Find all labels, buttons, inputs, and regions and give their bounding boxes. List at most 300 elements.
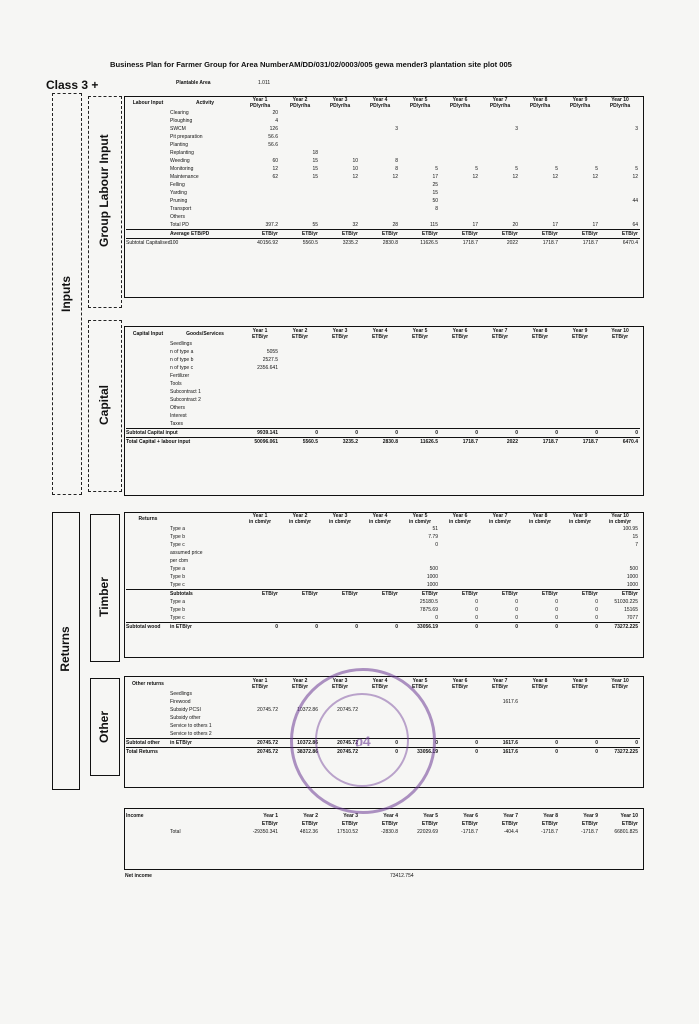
document-title: Business Plan for Farmer Group for Area NumberAM/DD/031/02/0003/005 gewa mender3 plantation site plot 005 — [110, 60, 512, 69]
cell: 0 — [440, 429, 480, 438]
cell: 0 — [560, 748, 600, 757]
cell: ETB/yr — [301, 821, 318, 827]
cell: 0 — [595, 599, 598, 605]
cell — [440, 573, 480, 581]
capital-table — [126, 328, 640, 446]
cell: 0 — [320, 429, 360, 438]
cell — [280, 541, 320, 549]
cell: 20 — [272, 110, 278, 116]
cell — [320, 117, 360, 125]
cell — [520, 133, 560, 141]
cell — [320, 340, 360, 348]
cell — [480, 525, 520, 533]
cell — [560, 549, 600, 557]
cell: Year 10 ETB/yr — [611, 328, 629, 340]
cell — [480, 533, 520, 541]
cell: Year 3 in cbm/yr — [328, 513, 352, 525]
official-stamp — [290, 668, 436, 814]
cell — [320, 205, 360, 213]
cell: 3235.2 — [320, 239, 360, 248]
cell: 1000 — [626, 574, 638, 580]
cell — [520, 356, 560, 364]
cell: 0 — [555, 615, 558, 621]
cell — [280, 565, 320, 573]
cell: 51 — [432, 526, 438, 532]
cell: Income — [126, 813, 144, 819]
capital-label: Capital — [97, 385, 111, 426]
cell — [560, 213, 600, 221]
cell: 20745.72 — [257, 707, 278, 713]
cell — [560, 340, 600, 348]
cell — [560, 388, 600, 396]
cell — [480, 117, 520, 125]
cell — [280, 141, 320, 149]
cell — [240, 614, 280, 623]
group-labour-label: Group Labour Input — [97, 134, 111, 247]
cell: 0 — [515, 599, 518, 605]
cell: 5 — [475, 166, 478, 172]
cell — [440, 356, 480, 364]
cell — [126, 181, 170, 189]
cell — [320, 372, 360, 380]
cell: ETB/yr — [360, 590, 400, 599]
cell: Interest — [170, 413, 187, 419]
cell — [440, 565, 480, 573]
cell — [320, 565, 360, 573]
cell — [360, 404, 400, 412]
cell — [320, 420, 360, 429]
cell — [400, 356, 440, 364]
cell: Subtotal wood — [126, 623, 170, 632]
cell — [560, 420, 600, 429]
cell — [240, 340, 280, 348]
cell: Felling — [170, 182, 185, 188]
cell — [440, 412, 480, 420]
cell: 0 — [600, 429, 640, 438]
cell: 2527.5 — [262, 357, 278, 363]
cell — [280, 189, 320, 197]
cell — [240, 525, 280, 533]
cell: 100 — [170, 239, 240, 248]
timber-subtotal-wood-row — [126, 623, 640, 632]
cell: 20745.72 — [320, 739, 360, 748]
cell — [480, 565, 520, 573]
labour-table — [126, 97, 640, 247]
cell: 4812.36 — [299, 829, 318, 835]
capital-row — [126, 412, 640, 420]
cell: -1718.7 — [461, 829, 478, 835]
cell: 1000 — [626, 582, 638, 588]
cell — [240, 189, 280, 197]
cell — [600, 117, 640, 125]
cell — [320, 133, 360, 141]
cell: 1718.7 — [440, 438, 480, 447]
cell: 2830.8 — [360, 438, 400, 447]
cell: Total Returns — [126, 748, 170, 757]
cell — [440, 380, 480, 388]
labour-row — [126, 181, 640, 189]
cell — [600, 420, 640, 429]
cell — [560, 525, 600, 533]
cell — [560, 197, 600, 205]
cell — [560, 189, 600, 197]
cell: 15 — [632, 534, 638, 540]
cell — [520, 141, 560, 149]
stamp-emblem: ዐ4 — [355, 733, 371, 749]
cell: 3235.2 — [320, 438, 360, 447]
cell: Clearing — [170, 110, 189, 116]
cell — [440, 698, 480, 706]
cell — [240, 533, 280, 541]
cell — [240, 213, 280, 221]
cell — [560, 348, 600, 356]
cell: 0 — [480, 623, 520, 632]
cell — [600, 109, 640, 117]
cell — [520, 565, 560, 573]
cell — [126, 230, 170, 239]
cell — [440, 109, 480, 117]
cell — [280, 525, 320, 533]
cell — [520, 125, 560, 133]
cell: -1718.7 — [541, 829, 558, 835]
cell — [560, 396, 600, 404]
cell — [480, 557, 520, 565]
cell — [126, 565, 170, 573]
cell — [480, 420, 520, 429]
cell — [126, 125, 170, 133]
cell — [126, 388, 170, 396]
cell: 1718.7 — [560, 239, 600, 248]
cell — [280, 396, 320, 404]
cell — [400, 380, 440, 388]
timber-row — [126, 533, 640, 541]
cell — [360, 213, 400, 221]
cell: 0 — [360, 748, 400, 757]
timber-row — [126, 581, 640, 590]
cell — [480, 340, 520, 348]
cell — [240, 606, 280, 614]
cell — [520, 189, 560, 197]
cell — [600, 549, 640, 557]
cell — [126, 133, 170, 141]
cell — [520, 348, 560, 356]
cell — [400, 549, 440, 557]
cell — [360, 420, 400, 429]
cell: Year 8 — [543, 813, 558, 819]
cell: 0 — [440, 748, 480, 757]
cell: Year 10 in cbm/yr — [608, 513, 632, 525]
cell — [400, 157, 440, 165]
cell — [320, 109, 360, 117]
cell: 73272.225 — [600, 748, 640, 757]
cell — [126, 117, 170, 125]
cell — [126, 404, 170, 412]
cell: 50 — [432, 198, 438, 204]
cell — [560, 141, 600, 149]
cell — [560, 109, 600, 117]
cell: Year 1 in cbm/yr — [248, 513, 272, 525]
cell: 7.79 — [428, 534, 438, 540]
income-table — [126, 812, 640, 836]
cell: 0 — [515, 607, 518, 613]
cell — [520, 181, 560, 189]
cell: ETB/yr — [320, 590, 360, 599]
cell — [170, 429, 240, 438]
cell: 1718.7 — [440, 239, 480, 248]
cell: Activity — [195, 100, 215, 106]
cell: 500 — [629, 566, 638, 572]
cell — [360, 205, 400, 213]
cell — [440, 730, 480, 739]
cell — [320, 141, 360, 149]
cell: SWCM — [170, 126, 186, 132]
cell — [440, 205, 480, 213]
cell: Year 6 — [463, 813, 478, 819]
cell: Year 6 PD/yr/ha — [449, 97, 471, 109]
cell — [440, 348, 480, 356]
inputs-label: Inputs — [59, 276, 73, 312]
cell — [240, 722, 280, 730]
cell — [240, 149, 280, 157]
cell: Planting — [170, 142, 189, 148]
labour-row — [126, 205, 640, 213]
cell: Total PD — [170, 222, 189, 228]
cell — [240, 730, 280, 739]
labour-row — [126, 149, 640, 157]
cell: Fertilizer — [170, 373, 190, 379]
cell — [560, 541, 600, 549]
cell — [126, 714, 170, 722]
cell — [360, 614, 400, 623]
cell: 0 — [520, 748, 560, 757]
timber-subtotal-row — [126, 614, 640, 623]
cell — [520, 541, 560, 549]
cell — [480, 581, 520, 590]
cell — [480, 109, 520, 117]
cell — [480, 157, 520, 165]
cell — [600, 205, 640, 213]
plantable-area-label: Plantable Area — [176, 80, 211, 86]
cell — [360, 557, 400, 565]
cell: Year 3 — [343, 813, 358, 819]
cell — [320, 614, 360, 623]
capital-row — [126, 420, 640, 429]
cell — [480, 189, 520, 197]
cell — [126, 157, 170, 165]
cell — [440, 533, 480, 541]
cell: n of type c — [170, 365, 194, 371]
cell: Total Capital + labour input — [126, 439, 191, 445]
cell — [280, 388, 320, 396]
cell — [280, 340, 320, 348]
cell: 22029.69 — [417, 829, 438, 835]
cell — [360, 380, 400, 388]
cell: 12 — [472, 174, 478, 180]
cell: Ploughing — [170, 118, 193, 124]
cell — [126, 525, 170, 533]
cell — [280, 380, 320, 388]
cell — [440, 396, 480, 404]
cell: 7 — [635, 542, 638, 548]
cell: 5 — [435, 166, 438, 172]
cell — [360, 396, 400, 404]
labour-row — [126, 173, 640, 181]
cell — [480, 714, 520, 722]
cell — [240, 404, 280, 412]
cell — [320, 125, 360, 133]
income-total-row — [126, 828, 640, 836]
cell — [400, 149, 440, 157]
capital-row — [126, 388, 640, 396]
cell: 0 — [400, 739, 440, 748]
cell: 50096.061 — [240, 438, 280, 447]
cell — [520, 581, 560, 590]
cell — [560, 706, 600, 714]
cell — [280, 109, 320, 117]
cell — [240, 388, 280, 396]
cell — [126, 348, 170, 356]
cell: Other returns — [132, 681, 164, 687]
cell: 3 — [395, 126, 398, 132]
cell — [440, 557, 480, 565]
cell — [360, 573, 400, 581]
cell: 1617.6 — [480, 739, 520, 748]
cell: Pruning — [170, 198, 188, 204]
cell — [126, 557, 170, 565]
cell: ETB/yr — [480, 230, 520, 239]
cell — [170, 678, 240, 690]
cell: 1000 — [426, 582, 438, 588]
cell: 2022 — [480, 239, 520, 248]
cell: 56.6 — [268, 142, 278, 148]
cell: 0 — [520, 429, 560, 438]
cell — [600, 141, 640, 149]
cell — [240, 205, 280, 213]
cell — [320, 348, 360, 356]
cell — [520, 573, 560, 581]
cell — [320, 598, 360, 606]
cell — [280, 606, 320, 614]
cell — [520, 404, 560, 412]
cell — [280, 573, 320, 581]
cell: Year 1 ETB/yr — [251, 678, 269, 690]
cell — [480, 706, 520, 714]
cell: 0 — [520, 623, 560, 632]
labour-subtotal-row — [126, 239, 640, 248]
cell — [560, 404, 600, 412]
cell — [520, 117, 560, 125]
cell — [240, 181, 280, 189]
cell — [520, 213, 560, 221]
cell — [126, 205, 170, 213]
cell: Year 4 ETB/yr — [371, 678, 389, 690]
cell: Others — [170, 405, 186, 411]
cell: 5055 — [266, 349, 278, 355]
cell: 15 — [312, 158, 318, 164]
cell: 0 — [440, 739, 480, 748]
cell — [360, 181, 400, 189]
cell — [126, 141, 170, 149]
cell — [480, 356, 520, 364]
cell — [480, 412, 520, 420]
cell: 11626.5 — [400, 438, 440, 447]
cell: 20 — [512, 222, 518, 228]
cell: 0 — [600, 739, 640, 748]
cell: 11626.5 — [400, 239, 440, 248]
cell: Weeding — [170, 158, 190, 164]
cell: Year 5 PD/yr/ha — [409, 97, 431, 109]
cell: 17 — [472, 222, 478, 228]
cell: 1617.6 — [502, 699, 518, 705]
cell — [126, 598, 170, 606]
income-header-row — [126, 812, 640, 820]
cell: Year 5 — [423, 813, 438, 819]
cell: 73272.225 — [600, 623, 640, 632]
capital-row — [126, 396, 640, 404]
cell — [170, 513, 240, 525]
cell: Year 5 ETB/yr — [411, 678, 429, 690]
cell — [480, 730, 520, 739]
cell — [400, 133, 440, 141]
cell — [320, 549, 360, 557]
cell — [170, 812, 240, 820]
cell — [480, 149, 520, 157]
cell: ETB/yr — [600, 230, 640, 239]
labour-row — [126, 189, 640, 197]
cell — [560, 133, 600, 141]
cell: -404.4 — [503, 829, 518, 835]
capital-row — [126, 340, 640, 348]
cell: ETB/yr — [600, 590, 640, 599]
cell: 12 — [552, 174, 558, 180]
cell: Yarding — [170, 190, 187, 196]
cell — [560, 730, 600, 739]
cell — [560, 412, 600, 420]
cell: Pit preparation — [170, 134, 203, 140]
cell: 0 — [475, 607, 478, 613]
cell — [520, 690, 560, 698]
cell — [560, 364, 600, 372]
timber-row — [126, 557, 640, 565]
cell — [126, 173, 170, 181]
cell — [600, 722, 640, 730]
cell — [280, 197, 320, 205]
cell — [240, 541, 280, 549]
cell — [560, 372, 600, 380]
cell: 0 — [555, 607, 558, 613]
cell: Monitoring — [170, 166, 194, 172]
cell — [400, 364, 440, 372]
cell — [520, 388, 560, 396]
cell — [480, 573, 520, 581]
cell: 0 — [475, 599, 478, 605]
cell — [560, 698, 600, 706]
cell: 12 — [272, 166, 278, 172]
cell: 0 — [595, 607, 598, 613]
cell — [480, 372, 520, 380]
cell — [126, 828, 170, 836]
cell: 17 — [432, 174, 438, 180]
net-income-value: 73412.754 — [390, 873, 414, 879]
cell: 0 — [360, 623, 400, 632]
cell: ETB/yr — [520, 590, 560, 599]
cell: 0 — [560, 623, 600, 632]
cell: Type c — [170, 582, 185, 588]
cell: 0 — [280, 429, 320, 438]
cell: 0 — [320, 623, 360, 632]
cell: 62 — [272, 174, 278, 180]
cell: Year 9 — [583, 813, 598, 819]
